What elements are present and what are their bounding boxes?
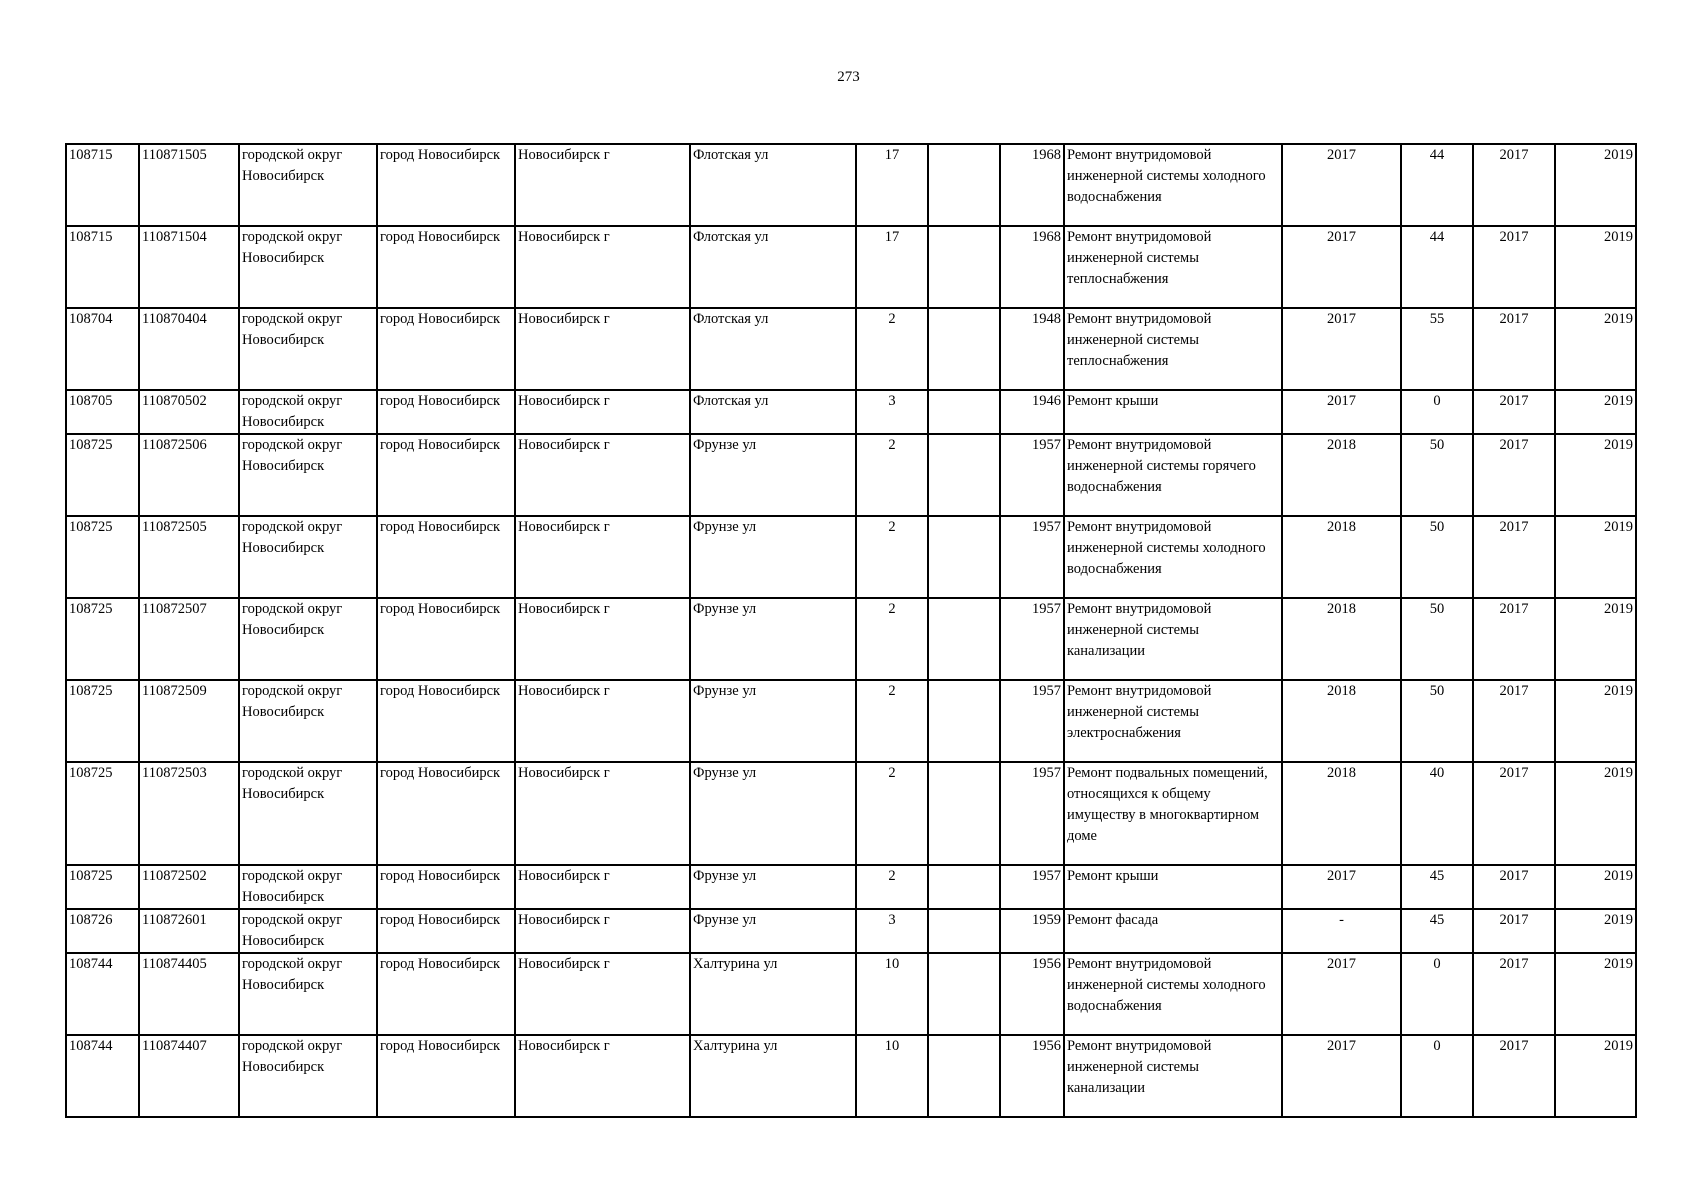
cell-period-start: 2017 xyxy=(1473,390,1555,434)
cell-period-end: 2019 xyxy=(1555,598,1636,680)
cell-house-number: 10 xyxy=(856,953,928,1035)
cell-building-number xyxy=(928,865,1000,909)
cell-building-number xyxy=(928,308,1000,390)
cell-municipal-district: городской округ Новосибирск xyxy=(239,308,377,390)
cell-building-number xyxy=(928,144,1000,226)
cell-settlement: город Новосибирск xyxy=(377,680,515,762)
cell-house-id: 108726 xyxy=(66,909,139,953)
cell-planned-year: 2017 xyxy=(1282,390,1401,434)
cell-year-built: 1957 xyxy=(1000,762,1064,865)
cell-wear-percent: 50 xyxy=(1401,680,1473,762)
cell-record-id: 110872509 xyxy=(139,680,239,762)
cell-house-number: 2 xyxy=(856,308,928,390)
cell-settlement: город Новосибирск xyxy=(377,308,515,390)
cell-building-number xyxy=(928,226,1000,308)
cell-settlement: город Новосибирск xyxy=(377,1035,515,1117)
cell-municipal-district: городской округ Новосибирск xyxy=(239,226,377,308)
cell-wear-percent: 44 xyxy=(1401,144,1473,226)
cell-house-id: 108725 xyxy=(66,516,139,598)
cell-period-start: 2017 xyxy=(1473,598,1555,680)
cell-work-type: Ремонт подвальных помещений, относящихся к общему имуществу в многоквартирном доме xyxy=(1064,762,1282,865)
cell-locality: Новосибирск г xyxy=(515,226,690,308)
cell-building-number xyxy=(928,434,1000,516)
cell-settlement: город Новосибирск xyxy=(377,953,515,1035)
cell-planned-year: 2018 xyxy=(1282,762,1401,865)
cell-locality: Новосибирск г xyxy=(515,434,690,516)
cell-period-start: 2017 xyxy=(1473,953,1555,1035)
cell-year-built: 1957 xyxy=(1000,598,1064,680)
cell-house-number: 3 xyxy=(856,909,928,953)
table-row xyxy=(66,953,1636,1035)
cell-period-start: 2017 xyxy=(1473,865,1555,909)
cell-period-end: 2019 xyxy=(1555,680,1636,762)
cell-period-end: 2019 xyxy=(1555,953,1636,1035)
cell-house-number: 2 xyxy=(856,680,928,762)
cell-work-type: Ремонт внутридомовой инженерной системы холодного водоснабжения xyxy=(1064,953,1282,1035)
cell-work-type: Ремонт внутридомовой инженерной системы холодного водоснабжения xyxy=(1064,144,1282,226)
cell-house-id: 108744 xyxy=(66,953,139,1035)
cell-settlement: город Новосибирск xyxy=(377,909,515,953)
table-row xyxy=(66,680,1636,762)
cell-planned-year: 2018 xyxy=(1282,680,1401,762)
cell-period-end: 2019 xyxy=(1555,1035,1636,1117)
cell-locality: Новосибирск г xyxy=(515,1035,690,1117)
cell-building-number xyxy=(928,390,1000,434)
cell-planned-year: 2017 xyxy=(1282,226,1401,308)
cell-building-number xyxy=(928,1035,1000,1117)
cell-settlement: город Новосибирск xyxy=(377,516,515,598)
cell-period-end: 2019 xyxy=(1555,434,1636,516)
cell-settlement: город Новосибирск xyxy=(377,434,515,516)
cell-settlement: город Новосибирск xyxy=(377,865,515,909)
cell-house-id: 108725 xyxy=(66,762,139,865)
cell-period-end: 2019 xyxy=(1555,390,1636,434)
cell-house-id: 108725 xyxy=(66,865,139,909)
cell-record-id: 110871505 xyxy=(139,144,239,226)
table-row xyxy=(66,1035,1636,1117)
cell-year-built: 1948 xyxy=(1000,308,1064,390)
cell-period-start: 2017 xyxy=(1473,762,1555,865)
cell-year-built: 1956 xyxy=(1000,953,1064,1035)
cell-building-number xyxy=(928,680,1000,762)
cell-settlement: город Новосибирск xyxy=(377,390,515,434)
cell-record-id: 110871504 xyxy=(139,226,239,308)
cell-year-built: 1957 xyxy=(1000,516,1064,598)
cell-house-id: 108725 xyxy=(66,680,139,762)
cell-year-built: 1968 xyxy=(1000,226,1064,308)
cell-settlement: город Новосибирск xyxy=(377,598,515,680)
cell-locality: Новосибирск г xyxy=(515,144,690,226)
cell-period-end: 2019 xyxy=(1555,516,1636,598)
table-row xyxy=(66,516,1636,598)
cell-year-built: 1957 xyxy=(1000,865,1064,909)
cell-wear-percent: 50 xyxy=(1401,516,1473,598)
table-row xyxy=(66,909,1636,953)
cell-locality: Новосибирск г xyxy=(515,953,690,1035)
cell-work-type: Ремонт внутридомовой инженерной системы горячего водоснабжения xyxy=(1064,434,1282,516)
cell-locality: Новосибирск г xyxy=(515,909,690,953)
cell-record-id: 110872502 xyxy=(139,865,239,909)
cell-settlement: город Новосибирск xyxy=(377,762,515,865)
cell-locality: Новосибирск г xyxy=(515,598,690,680)
cell-house-id: 108725 xyxy=(66,598,139,680)
cell-wear-percent: 45 xyxy=(1401,865,1473,909)
cell-year-built: 1959 xyxy=(1000,909,1064,953)
cell-street: Фрунзе ул xyxy=(690,516,856,598)
cell-period-start: 2017 xyxy=(1473,144,1555,226)
cell-street: Фрунзе ул xyxy=(690,680,856,762)
cell-work-type: Ремонт внутридомовой инженерной системы канализации xyxy=(1064,1035,1282,1117)
cell-house-id: 108725 xyxy=(66,434,139,516)
cell-house-number: 2 xyxy=(856,762,928,865)
cell-municipal-district: городской округ Новосибирск xyxy=(239,598,377,680)
cell-house-number: 2 xyxy=(856,434,928,516)
cell-year-built: 1956 xyxy=(1000,1035,1064,1117)
cell-street: Флотская ул xyxy=(690,144,856,226)
cell-record-id: 110872503 xyxy=(139,762,239,865)
cell-period-end: 2019 xyxy=(1555,226,1636,308)
cell-record-id: 110872507 xyxy=(139,598,239,680)
cell-settlement: город Новосибирск xyxy=(377,144,515,226)
cell-period-start: 2017 xyxy=(1473,909,1555,953)
cell-period-end: 2019 xyxy=(1555,308,1636,390)
cell-house-number: 2 xyxy=(856,865,928,909)
cell-house-number: 2 xyxy=(856,598,928,680)
cell-building-number xyxy=(928,762,1000,865)
cell-wear-percent: 40 xyxy=(1401,762,1473,865)
cell-street: Фрунзе ул xyxy=(690,434,856,516)
cell-municipal-district: городской округ Новосибирск xyxy=(239,762,377,865)
cell-year-built: 1968 xyxy=(1000,144,1064,226)
cell-wear-percent: 50 xyxy=(1401,434,1473,516)
cell-period-start: 2017 xyxy=(1473,308,1555,390)
cell-house-number: 17 xyxy=(856,226,928,308)
cell-wear-percent: 45 xyxy=(1401,909,1473,953)
cell-record-id: 110870404 xyxy=(139,308,239,390)
cell-street: Фрунзе ул xyxy=(690,598,856,680)
cell-municipal-district: городской округ Новосибирск xyxy=(239,865,377,909)
cell-house-number: 2 xyxy=(856,516,928,598)
cell-street: Фрунзе ул xyxy=(690,865,856,909)
cell-wear-percent: 0 xyxy=(1401,1035,1473,1117)
cell-house-number: 3 xyxy=(856,390,928,434)
cell-year-built: 1946 xyxy=(1000,390,1064,434)
cell-wear-percent: 44 xyxy=(1401,226,1473,308)
cell-record-id: 110874405 xyxy=(139,953,239,1035)
repair-register-table xyxy=(65,143,1637,1118)
table-row xyxy=(66,865,1636,909)
table-row xyxy=(66,308,1636,390)
cell-work-type: Ремонт внутридомовой инженерной системы канализации xyxy=(1064,598,1282,680)
cell-municipal-district: городской округ Новосибирск xyxy=(239,1035,377,1117)
cell-work-type: Ремонт внутридомовой инженерной системы электроснабжения xyxy=(1064,680,1282,762)
table-body xyxy=(66,144,1636,1117)
cell-locality: Новосибирск г xyxy=(515,680,690,762)
cell-planned-year: - xyxy=(1282,909,1401,953)
cell-locality: Новосибирск г xyxy=(515,762,690,865)
cell-period-end: 2019 xyxy=(1555,909,1636,953)
cell-locality: Новосибирск г xyxy=(515,308,690,390)
cell-street: Фрунзе ул xyxy=(690,909,856,953)
cell-house-number: 17 xyxy=(856,144,928,226)
cell-building-number xyxy=(928,516,1000,598)
cell-street: Фрунзе ул xyxy=(690,762,856,865)
cell-period-start: 2017 xyxy=(1473,516,1555,598)
cell-year-built: 1957 xyxy=(1000,434,1064,516)
table-row xyxy=(66,762,1636,865)
cell-house-id: 108705 xyxy=(66,390,139,434)
cell-work-type: Ремонт крыши xyxy=(1064,390,1282,434)
cell-street: Флотская ул xyxy=(690,308,856,390)
cell-house-id: 108744 xyxy=(66,1035,139,1117)
cell-locality: Новосибирск г xyxy=(515,516,690,598)
cell-period-end: 2019 xyxy=(1555,144,1636,226)
cell-municipal-district: городской округ Новосибирск xyxy=(239,953,377,1035)
cell-planned-year: 2017 xyxy=(1282,1035,1401,1117)
table-row xyxy=(66,144,1636,226)
table-row xyxy=(66,226,1636,308)
cell-planned-year: 2017 xyxy=(1282,144,1401,226)
cell-period-start: 2017 xyxy=(1473,434,1555,516)
cell-planned-year: 2018 xyxy=(1282,434,1401,516)
cell-work-type: Ремонт внутридомовой инженерной системы теплоснабжения xyxy=(1064,226,1282,308)
cell-record-id: 110872506 xyxy=(139,434,239,516)
cell-planned-year: 2018 xyxy=(1282,516,1401,598)
cell-house-number: 10 xyxy=(856,1035,928,1117)
page-number: 273 xyxy=(837,69,860,85)
cell-house-id: 108715 xyxy=(66,144,139,226)
cell-house-id: 108715 xyxy=(66,226,139,308)
cell-locality: Новосибирск г xyxy=(515,390,690,434)
cell-planned-year: 2017 xyxy=(1282,308,1401,390)
cell-period-end: 2019 xyxy=(1555,865,1636,909)
table-row xyxy=(66,598,1636,680)
cell-record-id: 110874407 xyxy=(139,1035,239,1117)
cell-planned-year: 2017 xyxy=(1282,953,1401,1035)
cell-record-id: 110870502 xyxy=(139,390,239,434)
cell-street: Флотская ул xyxy=(690,226,856,308)
cell-municipal-district: городской округ Новосибирск xyxy=(239,144,377,226)
cell-street: Халтурина ул xyxy=(690,953,856,1035)
cell-record-id: 110872601 xyxy=(139,909,239,953)
cell-work-type: Ремонт внутридомовой инженерной системы теплоснабжения xyxy=(1064,308,1282,390)
cell-period-end: 2019 xyxy=(1555,762,1636,865)
cell-settlement: город Новосибирск xyxy=(377,226,515,308)
cell-wear-percent: 0 xyxy=(1401,390,1473,434)
cell-municipal-district: городской округ Новосибирск xyxy=(239,909,377,953)
cell-record-id: 110872505 xyxy=(139,516,239,598)
cell-building-number xyxy=(928,598,1000,680)
cell-work-type: Ремонт крыши xyxy=(1064,865,1282,909)
cell-period-start: 2017 xyxy=(1473,1035,1555,1117)
cell-period-start: 2017 xyxy=(1473,680,1555,762)
cell-wear-percent: 0 xyxy=(1401,953,1473,1035)
cell-house-id: 108704 xyxy=(66,308,139,390)
cell-wear-percent: 55 xyxy=(1401,308,1473,390)
cell-street: Халтурина ул xyxy=(690,1035,856,1117)
cell-work-type: Ремонт фасада xyxy=(1064,909,1282,953)
cell-building-number xyxy=(928,953,1000,1035)
cell-municipal-district: городской округ Новосибирск xyxy=(239,434,377,516)
cell-year-built: 1957 xyxy=(1000,680,1064,762)
cell-wear-percent: 50 xyxy=(1401,598,1473,680)
cell-work-type: Ремонт внутридомовой инженерной системы холодного водоснабжения xyxy=(1064,516,1282,598)
cell-planned-year: 2017 xyxy=(1282,865,1401,909)
cell-building-number xyxy=(928,909,1000,953)
cell-period-start: 2017 xyxy=(1473,226,1555,308)
cell-locality: Новосибирск г xyxy=(515,865,690,909)
table-row xyxy=(66,390,1636,434)
cell-municipal-district: городской округ Новосибирск xyxy=(239,390,377,434)
cell-municipal-district: городской округ Новосибирск xyxy=(239,680,377,762)
cell-planned-year: 2018 xyxy=(1282,598,1401,680)
cell-municipal-district: городской округ Новосибирск xyxy=(239,516,377,598)
table-row xyxy=(66,434,1636,516)
cell-street: Флотская ул xyxy=(690,390,856,434)
